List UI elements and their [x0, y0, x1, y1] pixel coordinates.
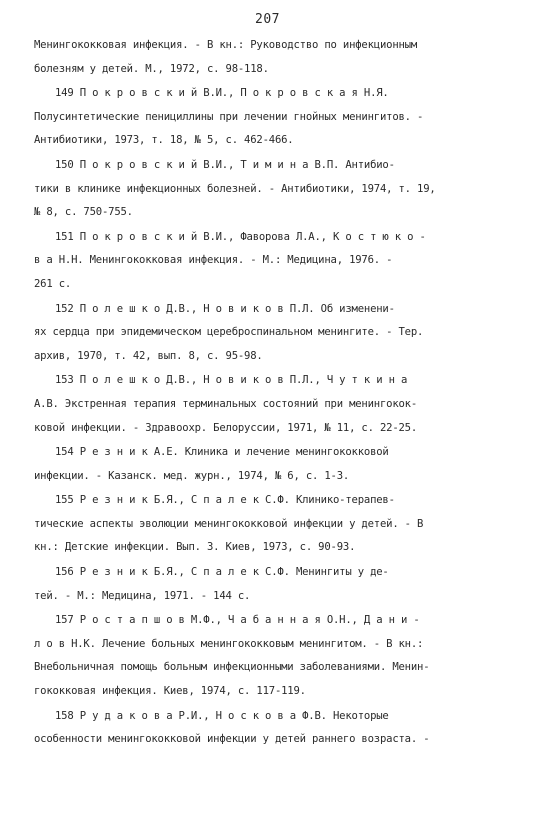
text-line: № 8, с. 750-755. — [34, 206, 133, 219]
entry-154-line: 154 Р е з н и к А.Е. Клиника и лечение менингококковой — [55, 446, 389, 459]
entry-156-line: 156 Р е з н и к Б.Я., С п а л е к С.Ф. Менингиты у де- — [55, 566, 389, 579]
entry-152-line: 152 П о л е ш к о Д.В., Н о в и к о в П.Л. Об изменени- — [55, 302, 395, 315]
text-line: ях сердца при эпидемическом цереброспинальном менингите. - Тер. — [34, 326, 424, 339]
text-line: в а Н.Н. Менингококковая инфекция. - М.: Медицина, 1976. - — [34, 254, 393, 267]
text-line: тей. - М.: Медицина, 1971. - 144 с. — [34, 589, 251, 602]
text-line: Внебольничная помощь больным инфекционными заболеваниями. Менин- — [34, 661, 430, 674]
entry-151-line: 151 П о к р о в с к и й В.И., Фаворова Л.А., К о с т ю к о - — [55, 230, 426, 243]
text-line: особенности менингококковой инфекции у детей раннего возраста. - — [34, 733, 430, 746]
text-line: гококковая инфекция. Киев, 1974, с. 117-119. — [34, 685, 306, 698]
text-line: л о в Н.К. Лечение больных менингококковым менингитом. - В кн.: — [34, 637, 424, 650]
text-line: тики в клинике инфекционных болезней. - Антибиотики, 1974, т. 19, — [34, 182, 436, 195]
text-line: Менингококковая инфекция. - В кн.: Руководство по инфекционным — [34, 39, 418, 51]
entry-158-line: 158 Р у д а к о в а Р.И., Н о с к о в а Ф.В. Некоторые — [55, 709, 389, 722]
entry-155-line: 155 Р е з н и к Б.Я., С п а л е к С.Ф. Клинико-терапев- — [55, 494, 395, 507]
bibliography-list — [34, 38, 504, 756]
entry-149-line: 149 П о к р о в с к и й В.И., П о к р о в с к а я Н.Я. — [55, 87, 389, 100]
page-number: 207 — [255, 12, 280, 27]
entry-157-line: 157 Р о с т а п ш о в М.Ф., Ч а б а н н а я О.Н., Д а н и - — [55, 614, 420, 627]
text-line: 261 с. — [34, 277, 72, 290]
text-line: тические аспекты эволюции менингококковой инфекции у детей. - В — [34, 517, 424, 530]
text-line: ковой инфекции. - Здравоохр. Белоруссии, 1971, № 11, с. 22-25. — [34, 421, 418, 434]
text-line: кн.: Детские инфекции. Вып. 3. Киев, 1973, с. 90-93. — [34, 541, 356, 554]
text-line: А.В. Экстренная терапия терминальных состояний при менингокок- — [34, 397, 418, 410]
text-line: Полусинтетические пенициллины при лечении гнойных менингитов. - — [34, 110, 424, 123]
entry-150-line: 150 П о к р о в с к и й В.И., Т и м и н а В.П. Антибио- — [55, 158, 395, 171]
text-line: архив, 1970, т. 42, вып. 8, с. 95-98. — [34, 349, 263, 362]
text-line: Антибиотики, 1973, т. 18, № 5, с. 462-466. — [34, 134, 294, 147]
entry-153-line: 153 П о л е ш к о Д.В., Н о в и к о в П.Л., Ч у т к и н а — [55, 374, 408, 387]
text-line: болезням у детей. М., 1972, с. 98-118. — [34, 62, 269, 75]
text-line: инфекции. - Казанск. мед. журн., 1974, № 6, с. 1-3. — [34, 469, 350, 482]
